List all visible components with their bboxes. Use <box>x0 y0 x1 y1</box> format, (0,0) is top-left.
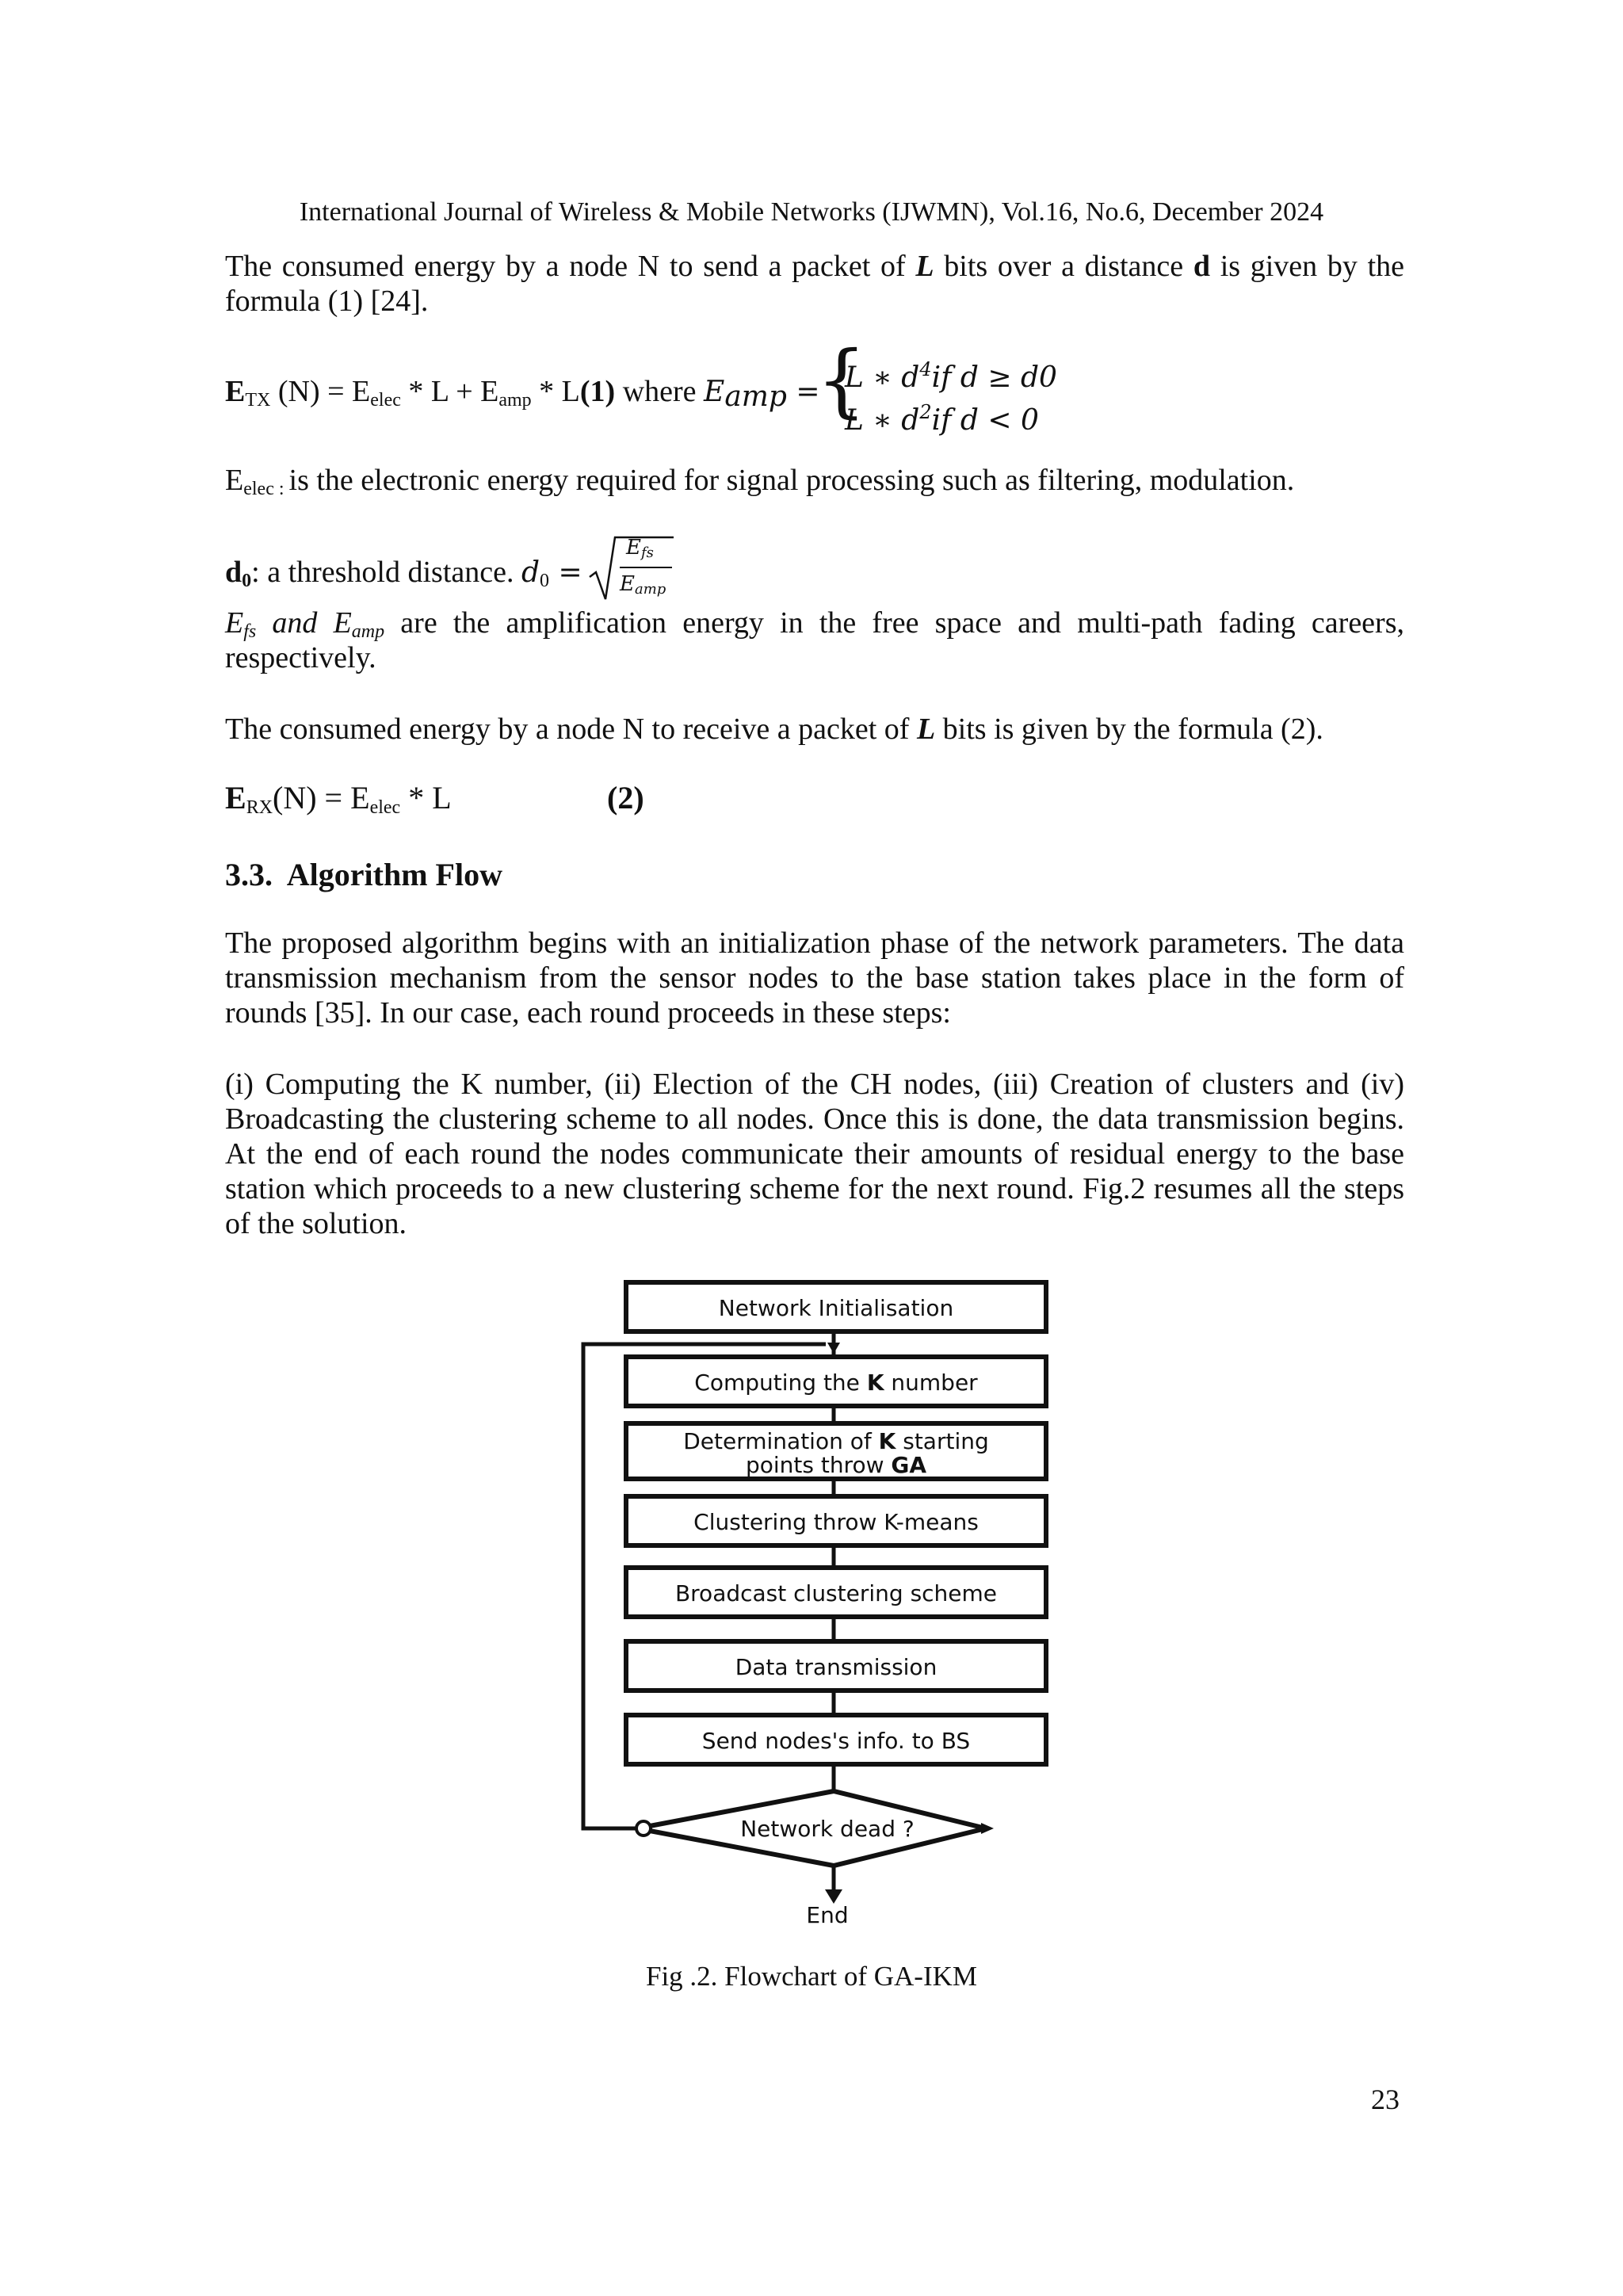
flow-end-text: End <box>806 1902 849 1924</box>
section-heading: 3.3. Algorithm Flow <box>225 857 502 892</box>
connector-circle <box>636 1821 651 1836</box>
d0-definition: $d_0$: a threshold distance. $d_0$ = <box>225 556 582 591</box>
eelec-definition: $E_{elec :}$ is the electronic energy required for signal processing such as filtering, modulation. <box>225 464 1295 499</box>
arrow-head-loop <box>827 1343 840 1354</box>
equation-2: $E_{RX}(N) = E_{elec} * L$ <box>225 780 452 818</box>
page-number: 23 <box>1371 2084 1400 2115</box>
fraction-numerator: Efs <box>626 536 654 561</box>
flow-step-2: Computing the K number <box>694 1370 978 1396</box>
para2-line-2: Broadcasting the clustering scheme to all nodes. Once this is done, the data transmission begins. <box>225 1102 1404 1136</box>
flow-step-7: Send nodes's info. to BS <box>701 1728 971 1754</box>
para2-line-4: station which proceeds to a new clustering scheme for the next round. Fig.2 resumes all the steps <box>225 1172 1404 1205</box>
fraction-denominator: Eamp <box>620 572 666 598</box>
para2-line-1: (i) Computing the K number, (ii) Election of the CH nodes, (iii) Creation of clusters and (iv) <box>225 1068 1404 1101</box>
para1-line-2: transmission mechanism from the sensor nodes to the base station takes place in the form of <box>225 961 1404 995</box>
para2-line-5: of the solution. <box>225 1207 407 1240</box>
flow-step-4: Clustering throw K-means <box>693 1509 979 1535</box>
equation-1: $E_{TX}$ $(N) = E_{elec} * L + E_{amp} * L(1)$ where Eamp = <box>225 375 820 413</box>
var-L: L <box>915 250 934 283</box>
receive-sentence: The consumed energy by a node N to receive a packet of L bits is given by the formula (2). <box>225 712 1323 746</box>
cases-brace: { <box>816 334 867 426</box>
para1-line-3: rounds [35]. In our case, each round proceeds in these steps: <box>225 996 951 1030</box>
case-1: L ∗ $d^4if$ d ≥ d0 <box>845 358 1057 394</box>
flowchart <box>574 1266 1065 1924</box>
flow-step-6: Data transmission <box>735 1654 938 1680</box>
flow-step-5: Broadcast clustering scheme <box>674 1580 998 1606</box>
flow-step-1: Network Initialisation <box>718 1295 954 1321</box>
para2-line-3: At the end of each round the nodes communicate their amounts of residual energy to the base <box>225 1137 1404 1171</box>
intro-line-1: The consumed energy by a node N to send a packet of L bits over a distance d is given by the <box>225 250 1404 283</box>
para1-line-1: The proposed algorithm begins with an initialization phase of the network parameters. The data <box>225 926 1404 960</box>
equation-1-number: (1) <box>579 375 616 408</box>
efs-eamp-definition-line-2: respectively. <box>225 641 376 674</box>
intro-line-2: formula (1) [24]. <box>225 285 429 318</box>
flow-step-3-line-1: Determination of K starting <box>683 1428 989 1454</box>
flow-step-3-line-2: points throw GA <box>745 1452 927 1478</box>
running-header: International Journal of Wireless & Mobile Networks (IJWMN), Vol.16, No.6, December 2024 <box>299 197 1324 227</box>
var-d: d <box>1193 250 1210 283</box>
flow-decision-text: Network dead ? <box>740 1816 915 1842</box>
case-2: L ∗ $d^2if$ d < 0 <box>845 401 1039 437</box>
figure-caption: Fig .2. Flowchart of GA-IKM <box>645 1961 978 1992</box>
efs-eamp-definition: $E_{fs}$ and $E_{amp}$ are the amplification energy in the free space and multi-path fading careers, <box>225 606 1404 642</box>
equation-2-number: (2) <box>607 780 644 816</box>
